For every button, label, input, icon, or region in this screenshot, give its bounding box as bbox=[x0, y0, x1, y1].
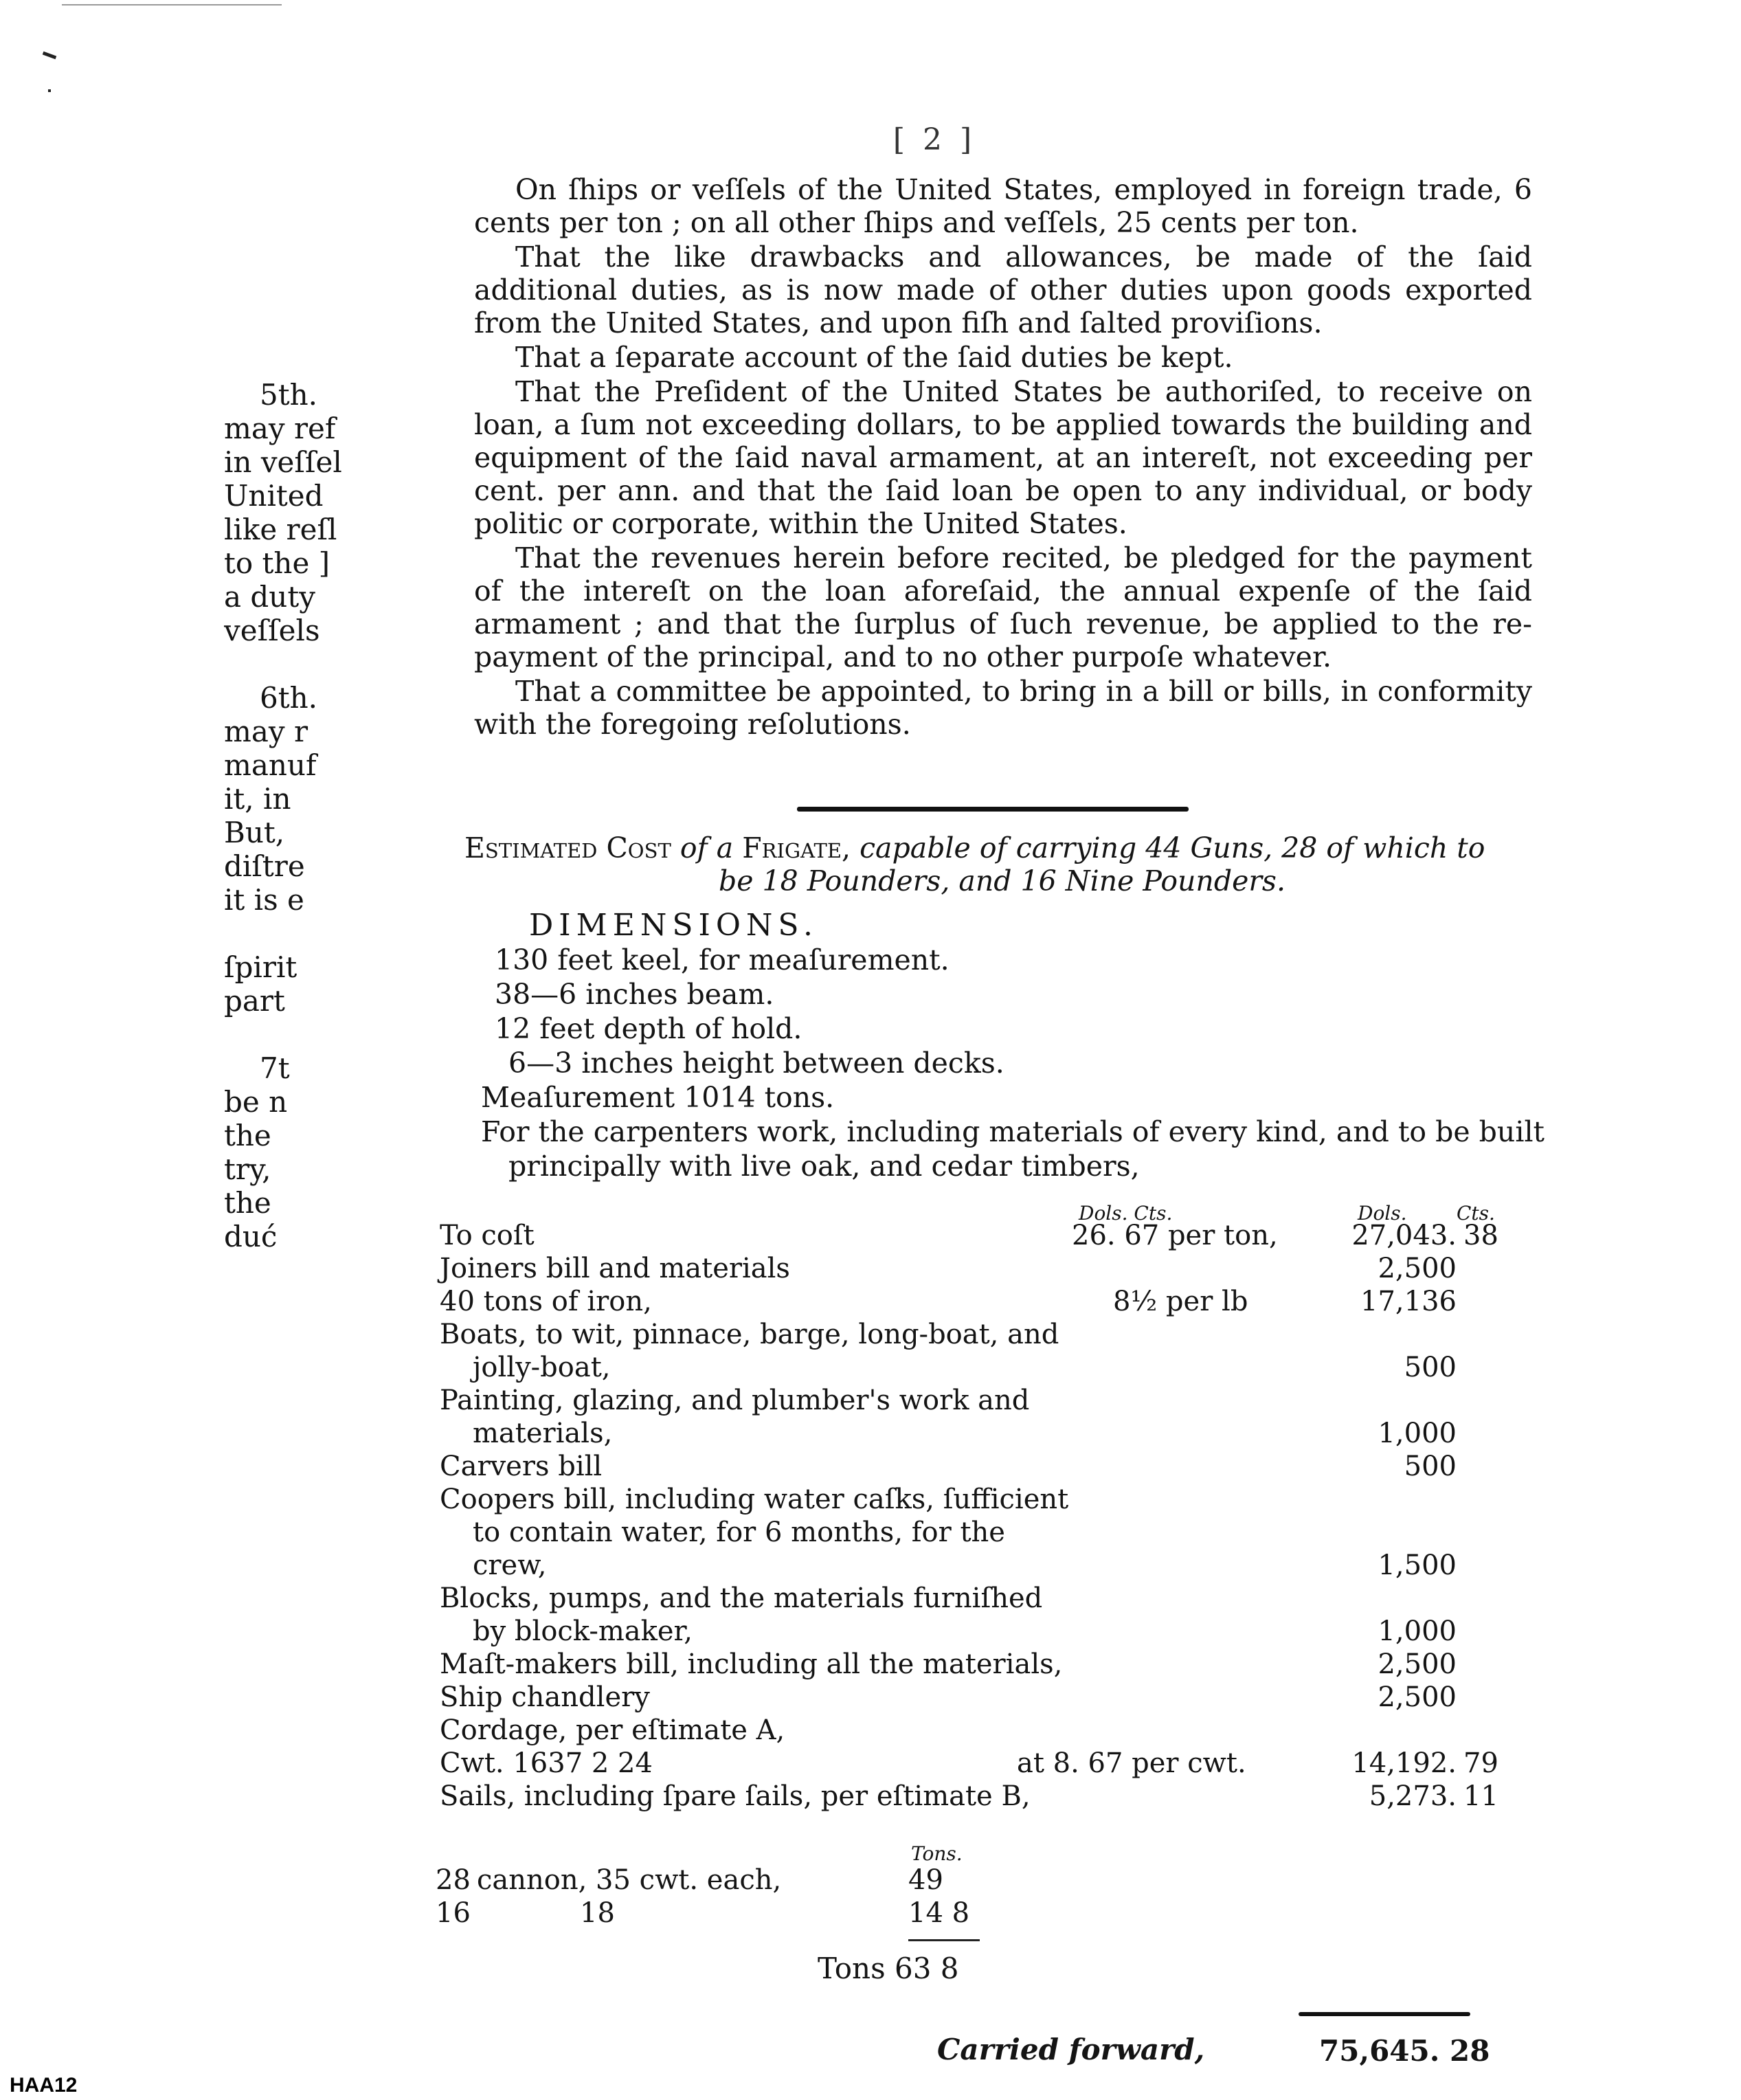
fragment-line: may r bbox=[224, 715, 308, 748]
cost-row bbox=[440, 1747, 1539, 1780]
fragment-line: But, bbox=[224, 816, 285, 849]
cost-description-continued: materials, bbox=[473, 1418, 613, 1449]
cost-cents: 38 bbox=[1463, 1220, 1498, 1251]
fragment-line: may ref bbox=[224, 412, 336, 445]
dimension-line: 38—6 inches beam. bbox=[495, 978, 774, 1011]
cost-amount: 5,273. bbox=[1369, 1780, 1457, 1812]
fragment-line: a duty bbox=[224, 580, 315, 614]
carried-forward-amount: 75,645. 28 bbox=[1319, 2034, 1490, 2068]
cost-description-continued: crew, bbox=[473, 1550, 547, 1581]
amount-column-header: Dols. bbox=[1358, 1202, 1407, 1225]
cost-amount: 27,043. bbox=[1351, 1220, 1457, 1251]
cost-row bbox=[440, 1285, 1539, 1318]
cost-description: Cwt. 1637 2 24 bbox=[440, 1747, 653, 1779]
fragment-line: duć bbox=[224, 1220, 278, 1253]
cost-row bbox=[440, 1252, 1539, 1285]
cost-amount: 1,000 bbox=[1378, 1418, 1457, 1449]
cannon-count: 16 bbox=[436, 1897, 471, 1929]
cost-description: Carvers bill bbox=[440, 1451, 603, 1482]
fragment-line: 5th. bbox=[260, 378, 317, 412]
fragment-line: try, bbox=[224, 1152, 271, 1186]
cost-amount: 14,192. bbox=[1351, 1747, 1457, 1779]
cost-table bbox=[440, 1204, 1539, 1813]
cost-row-continued bbox=[440, 1615, 1539, 1648]
estimate-title-line-2: be 18 Pounders, and 16 Nine Pounders. bbox=[719, 864, 1286, 897]
cost-amount: 1,500 bbox=[1378, 1550, 1457, 1581]
cost-rate: 8½ per lb bbox=[1113, 1286, 1248, 1317]
dimensions-section bbox=[453, 908, 1553, 1183]
cost-description: Coopers bill, including water caſks, ſufficient bbox=[440, 1484, 1069, 1515]
fragment-gap bbox=[224, 1018, 348, 1051]
resolution-paragraph: That a committee be appointed, to bring in a bill or bills, in conformity with the foregoing reſolutions. bbox=[474, 675, 1532, 741]
fragment-line: it is e bbox=[224, 883, 304, 917]
cost-row bbox=[440, 1219, 1539, 1252]
fragment-line: like reſl bbox=[224, 513, 337, 546]
cost-amount: 500 bbox=[1404, 1451, 1457, 1482]
left-margin-fragments bbox=[224, 378, 348, 1253]
cost-row bbox=[440, 1318, 1539, 1351]
archive-code: HAA12 bbox=[10, 2074, 78, 2097]
cost-description: To coſt bbox=[440, 1220, 535, 1251]
resolutions-text bbox=[474, 173, 1532, 742]
fragment-line: part bbox=[224, 984, 285, 1018]
cost-description: Joiners bill and materials bbox=[440, 1253, 790, 1284]
cost-description: Ship chandlery bbox=[440, 1682, 650, 1713]
cost-amount: 1,000 bbox=[1378, 1616, 1457, 1647]
fragment-gap bbox=[224, 647, 348, 681]
cost-row bbox=[440, 1681, 1539, 1714]
cost-amount: 2,500 bbox=[1378, 1682, 1457, 1713]
cost-row-continued bbox=[440, 1351, 1539, 1384]
cost-row-continued bbox=[440, 1417, 1539, 1450]
fragment-line: diſtre bbox=[224, 849, 305, 883]
estimate-title-part: capable of carrying 44 Guns, 28 of which to bbox=[860, 831, 1485, 864]
cost-row bbox=[440, 1714, 1539, 1747]
cost-amount: 17,136 bbox=[1360, 1286, 1457, 1317]
cost-amount: 500 bbox=[1404, 1352, 1457, 1383]
cannon-tons: 14 8 bbox=[908, 1897, 970, 1929]
dimension-line: 12 feet depth of hold. bbox=[495, 1012, 802, 1045]
tons-total: Tons 63 8 bbox=[818, 1952, 959, 1985]
cannon-description: cannon, 35 cwt. each, bbox=[477, 1864, 782, 1896]
tons-column-header: Tons. bbox=[911, 1842, 963, 1865]
estimate-title bbox=[464, 831, 1523, 897]
dimensions-heading: DIMENSIONS. bbox=[529, 908, 818, 943]
cost-row bbox=[440, 1450, 1539, 1483]
estimate-title-frigate: Frigate, bbox=[742, 831, 851, 864]
cost-rate: 26. 67 per ton, bbox=[1072, 1220, 1278, 1251]
cannon-row bbox=[436, 1864, 1054, 1897]
fragment-line: United bbox=[224, 479, 324, 513]
scan-speck bbox=[43, 52, 57, 60]
carpenters-line: For the carpenters work, including materials of every kind, and to be built bbox=[481, 1115, 1545, 1148]
cost-description: Maſt-makers bill, including all the materials, bbox=[440, 1649, 1063, 1680]
fragment-line: 7t bbox=[260, 1051, 290, 1085]
dimension-line: Meaſurement 1014 tons. bbox=[481, 1081, 835, 1114]
section-divider bbox=[797, 807, 1189, 812]
cost-row bbox=[440, 1582, 1539, 1615]
resolution-paragraph: On ſhips or veſſels of the United States, employed in foreign trade, 6 cents per ton ; on all other ſhips and veſſels, 25 cents per ton. bbox=[474, 173, 1532, 239]
cost-amount: 2,500 bbox=[1378, 1649, 1457, 1680]
fragment-line: the bbox=[224, 1186, 271, 1220]
tons-header bbox=[436, 1842, 1054, 1865]
dimension-line: 6—3 inches height between decks. bbox=[508, 1047, 1004, 1080]
rate-column-header: Dols. Cts. bbox=[1079, 1202, 1173, 1225]
cost-row bbox=[440, 1384, 1539, 1417]
resolution-paragraph: That the revenues herein before recited, be pledged for the payment of the intereſt on the loan aforeſaid, the annual expenſe of the ſaid armament ; and that the ſurplus of ſuch revenue, be applied to the re-payment of the principal, and to no other purpoſe whatever. bbox=[474, 541, 1532, 673]
cost-amount: 2,500 bbox=[1378, 1253, 1457, 1284]
cost-row bbox=[440, 1780, 1539, 1813]
fragment-line: it, in bbox=[224, 782, 291, 816]
fragment-line: veſſels bbox=[224, 614, 320, 647]
cents-column-header: Cts. bbox=[1457, 1202, 1495, 1225]
fragment-line: to the ] bbox=[224, 546, 330, 580]
fragment-line: ſpirit bbox=[224, 950, 297, 984]
page-number: [ 2 ] bbox=[892, 122, 976, 157]
carpenters-line: principally with live oak, and cedar timbers, bbox=[508, 1150, 1140, 1183]
cannon-row bbox=[436, 1897, 1054, 1930]
tons-sum-rule bbox=[908, 1939, 980, 1941]
carried-forward-rule bbox=[1299, 2012, 1470, 2016]
cost-row bbox=[440, 1483, 1539, 1516]
cost-description-continued: to contain water, for 6 months, for the bbox=[473, 1517, 1005, 1548]
cost-row-continued bbox=[440, 1549, 1539, 1582]
cost-rate: at 8. 67 per cwt. bbox=[1017, 1747, 1246, 1779]
fragment-line: the bbox=[224, 1119, 271, 1152]
cost-description-continued: by block-maker, bbox=[473, 1616, 693, 1647]
fragment-line: in veſſel bbox=[224, 445, 342, 479]
cost-description: Sails, including ſpare ſails, per eſtimate B, bbox=[440, 1780, 1031, 1812]
resolution-paragraph: That the Preſident of the United States be authoriſed, to receive on loan, a ſum not exceeding dollars, to be applied towards the building and equipment of the ſaid naval armament, at an intereſt, not exceeding per cent. per ann. and that the ſaid loan be open to any individual, or body politic or corporate, within the United States. bbox=[474, 375, 1532, 540]
cost-description: 40 tons of iron, bbox=[440, 1286, 652, 1317]
cost-table-header bbox=[440, 1202, 1539, 1225]
scan-speck bbox=[48, 89, 51, 92]
estimate-title-part: of a bbox=[679, 831, 734, 864]
cannon-description: 18 bbox=[580, 1897, 615, 1929]
fragment-line: be n bbox=[224, 1085, 288, 1119]
fragment-line: 6th. bbox=[260, 681, 317, 715]
resolution-paragraph: That the like drawbacks and allowances, be made of the ſaid additional duties, as is now made of other duties upon goods exported from the United States, and upon fiſh and ſalted proviſions. bbox=[474, 241, 1532, 339]
cost-row bbox=[440, 1648, 1539, 1681]
resolution-paragraph: That a ſeparate account of the ſaid duties be kept. bbox=[515, 341, 1233, 374]
cannon-tons: 49 bbox=[908, 1864, 943, 1896]
carried-forward-label: Carried forward, bbox=[937, 2033, 1205, 2066]
cost-description: Blocks, pumps, and the materials furniſhed bbox=[440, 1583, 1043, 1614]
cost-description-continued: jolly-boat, bbox=[473, 1352, 611, 1383]
cannon-tonnage bbox=[436, 1842, 1054, 1930]
estimate-title-lead: Estimated Cost bbox=[464, 831, 671, 864]
cost-description: Painting, glazing, and plumber's work and bbox=[440, 1385, 1030, 1416]
cost-cents: 79 bbox=[1463, 1747, 1498, 1779]
fragment-gap bbox=[224, 917, 348, 950]
cost-cents: 11 bbox=[1463, 1780, 1498, 1812]
cannon-count: 28 bbox=[436, 1864, 471, 1896]
cost-description: Boats, to wit, pinnace, barge, long-boat, and bbox=[440, 1319, 1059, 1350]
dimension-line: 130 feet keel, for meaſurement. bbox=[495, 943, 950, 976]
cost-row-continued bbox=[440, 1516, 1539, 1549]
fragment-line: manuf bbox=[224, 748, 317, 782]
cost-description: Cordage, per eſtimate A, bbox=[440, 1714, 785, 1746]
scan-edge-line bbox=[62, 4, 282, 5]
